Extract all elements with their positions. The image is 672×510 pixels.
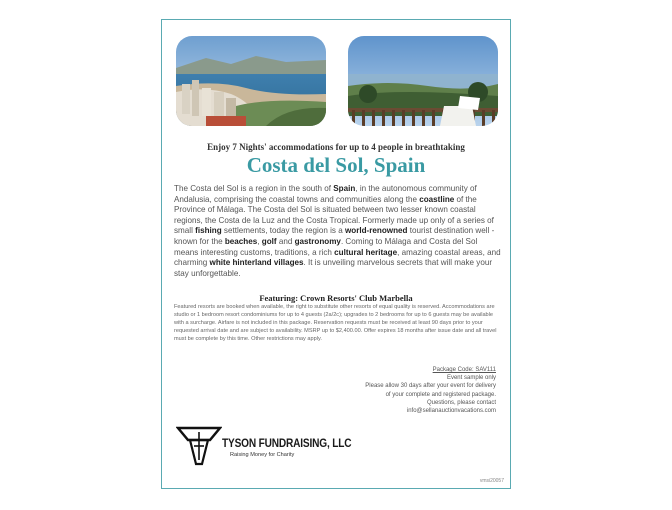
emphasis-text: white hinterland villages — [209, 258, 304, 268]
vacation-flyer — [161, 19, 511, 489]
offer-tagline: Enjoy 7 Nights' accommodations for up to 4 people in breathtaking — [207, 142, 465, 152]
contact-note: Questions, please contact — [426, 399, 496, 406]
body-text-segment: , amazing coastal areas, and charming — [174, 247, 501, 268]
body-text-segment: and — [276, 236, 295, 246]
company-slogan: Raising Money for Charity — [230, 452, 295, 458]
delivery-note-cont: of your complete and registered package. — [385, 391, 496, 398]
emphasis-text: coastline — [419, 194, 455, 204]
emphasis-text: gastronomy — [294, 236, 341, 246]
tf-monogram-icon — [176, 424, 222, 468]
body-text-segment: tourist destination well - known for the — [174, 226, 495, 246]
coastline-city-photo — [176, 36, 326, 126]
emphasis-text: fishing — [195, 226, 222, 236]
body-text-segment: , in the autonomous community of Andalusia, comprising the coastal towns and communities along the — [174, 184, 477, 204]
featured-resort: Featuring: Crown Resorts' Club Marbella — [259, 293, 413, 303]
emphasis-text: golf — [261, 236, 277, 246]
destination-headline: Costa del Sol, Spain — [246, 153, 426, 177]
emphasis-text: Spain — [333, 184, 356, 193]
package-code: Package Code: SAV111 — [432, 367, 496, 373]
body-text-segment: settlements, today the region is a — [221, 226, 345, 236]
document-id: vmsi20057 — [479, 478, 504, 484]
emphasis-text: beaches — [224, 236, 258, 246]
tyson-fundraising-logo — [176, 424, 376, 468]
body-text-segment: . It is unveiling marvelous secrets that will make your stay unforgettable. — [174, 258, 493, 278]
emphasis-text: cultural heritage — [334, 247, 398, 257]
package-info — [296, 366, 496, 415]
emphasis-text: world-renowned — [344, 226, 408, 236]
destination-description — [174, 184, 502, 279]
body-text-segment: of the Province of Málaga. The Costa del Sol is situated between two lesser known coastal regions, the Costa de la Luz and the Costa Tropical. Formerly made up only of a series of small — [174, 194, 494, 236]
company-name: TYSON FUNDRAISING, LLC — [222, 438, 352, 450]
terms-fine-print: Featured resorts are booked when available, the right to substitute other resorts of equal quality is reserved. Accommodations are studio or 1 bedroom resort condominiums for up to 4 guests (2a/2c); upgrades to 2 bedrooms for up to 6 guests may be available with a surcharge. Airfare is not included in this package. Reservation requests must be received at least 90 days prior to your requested arrival date and are subject to availability. MSRP up to $2,400.00. Offer expires 18 months after issue date and all travel must be complete by this time. Other restrictions may apply. — [174, 304, 497, 343]
sample-note: Event sample only — [446, 375, 496, 382]
body-text-segment: The Costa del Sol is a region in the south of — [174, 184, 334, 193]
delivery-note: Please allow 30 days after your event for delivery — [365, 383, 496, 390]
body-text-segment: , — [257, 236, 262, 246]
body-text-segment: . Coming to Málaga and Costa del Sol means interesting customs, traditions, a rich — [174, 236, 478, 257]
terrace-view-photo — [348, 36, 498, 126]
contact-email: info@sellanauctionvacations.com — [406, 408, 496, 415]
